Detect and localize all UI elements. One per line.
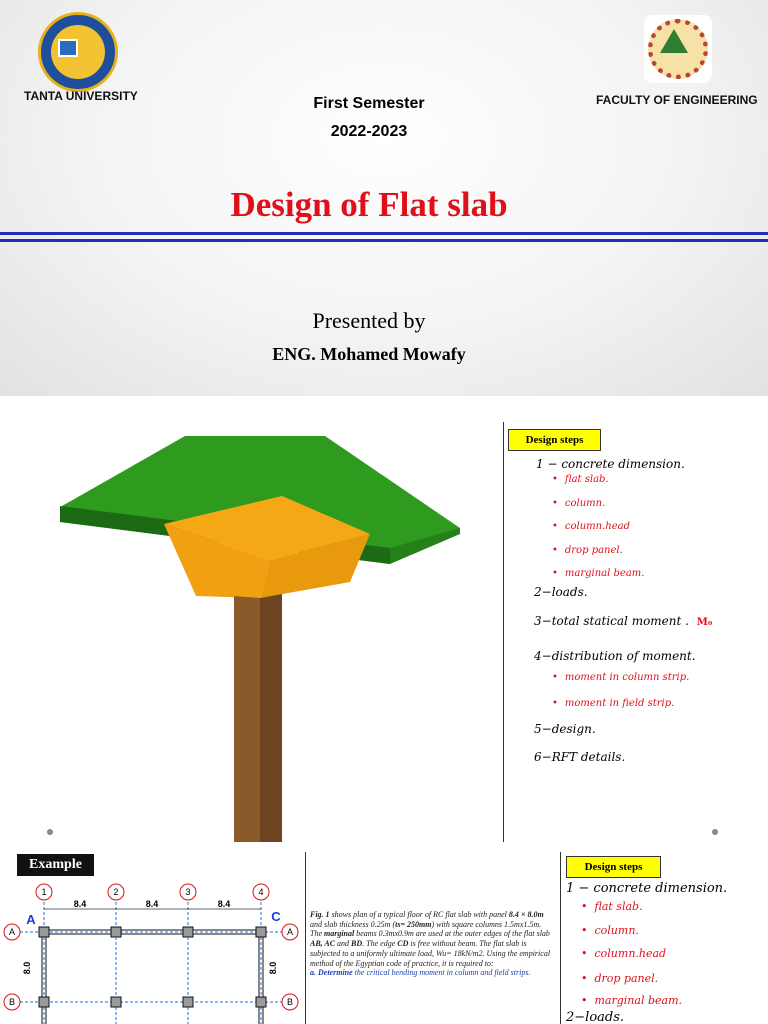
step-1-sub: • drop panel.: [581, 972, 658, 985]
text-run: and: [335, 939, 352, 949]
step-1-sub: • column.head: [552, 521, 630, 532]
text-run: CD: [397, 939, 409, 949]
tanta-university-logo-icon: [38, 12, 118, 92]
design-steps-badge: Design steps: [566, 856, 661, 878]
step-1-sub: • column.: [581, 924, 639, 937]
design-steps-badge: Design steps: [508, 429, 601, 451]
example-slide: [0, 842, 768, 1024]
step-4: 4−distribution of moment.: [534, 649, 696, 663]
step-1-sub: • column.head: [581, 947, 666, 960]
example-divider: [305, 852, 306, 1024]
span-label: 8.0: [268, 961, 278, 975]
span-label: 8.4: [217, 899, 231, 909]
text-run: a. Determine: [310, 968, 353, 978]
column: [234, 596, 260, 842]
step-2: 2−loads.: [566, 1010, 625, 1024]
text-run: shows plan of a typical floor of RC flat slab with panel: [329, 910, 509, 919]
step-3-label: 3−total statical moment .: [534, 614, 689, 628]
step-4-sub: • moment in field strip.: [552, 698, 674, 709]
step-1-sub: • column.: [552, 498, 605, 509]
step-4-sub: • moment in column strip.: [552, 672, 689, 683]
text-run: is free without beam. The flat slab is subjected to a uniformly ultimate load, Wu= 18kN/m2. Using the empirical method of the Egyptian code of practice, it is required to:: [310, 939, 551, 968]
axis-label: 3: [185, 887, 191, 897]
text-run: and slab thickness 0.25m (: [310, 919, 396, 929]
academic-year: 2022-2023: [330, 123, 408, 140]
axis-label: 1: [41, 887, 47, 897]
step-1-sub: • flat slab.: [581, 900, 643, 913]
example-problem-text: [310, 910, 555, 978]
step-1-sub: • marginal beam.: [552, 568, 644, 579]
title-slide: [0, 0, 768, 396]
semester: First Semester: [313, 95, 425, 112]
edge-label: C: [271, 909, 281, 924]
text-run: BD: [351, 939, 363, 949]
slide-marker: [47, 829, 53, 835]
slide-marker: [712, 829, 718, 835]
text-run: marginal: [324, 929, 355, 939]
span-label: 8.0: [22, 961, 32, 975]
step-3: [534, 614, 712, 628]
axis-label: B: [8, 997, 16, 1007]
span-label: 8.4: [73, 899, 87, 909]
step-1-sub: • drop panel.: [552, 545, 623, 556]
step-2: 2−loads.: [534, 585, 588, 599]
m0-symbol: M₀: [696, 617, 713, 628]
text-run: ) with square columns 1.5mx1.5m. The: [310, 919, 542, 939]
text-run: . The edge: [362, 939, 398, 949]
flat-slab-3d-model: [60, 436, 460, 842]
presentation-title: Design of Flat slab: [230, 185, 508, 224]
design-steps-slide: [0, 396, 768, 842]
example-divider: [560, 852, 561, 1024]
floor-plan-diagram: [0, 878, 305, 1024]
text-run: AB, AC: [310, 939, 336, 949]
text-run: the critical bending moment in column and field strips.: [352, 968, 531, 978]
faculty-engineering-logo-icon: [644, 15, 712, 83]
presenter-name: ENG. Mohamed Mowafy: [272, 344, 466, 364]
span-label: 8.4: [145, 899, 159, 909]
title-divider: [0, 232, 768, 235]
step-1: 1 − concrete dimension.: [536, 457, 685, 471]
text-run: beams 0.3mx0.9m are used at the outer edges of the flat slab: [354, 929, 550, 939]
title-divider: [0, 239, 768, 242]
text-run: ts= 250mm: [395, 919, 432, 929]
figure-ref: Fig. 1: [310, 910, 330, 919]
edge-label: A: [26, 912, 36, 927]
faculty-name: FACULTY OF ENGINEERING: [596, 93, 758, 107]
step-1-sub: • flat slab.: [552, 474, 609, 485]
column-divider: [503, 422, 504, 842]
step-1: 1 − concrete dimension.: [566, 881, 728, 896]
presented-by: Presented by: [312, 308, 426, 333]
step-5: 5−design.: [534, 722, 596, 736]
example-badge: Example: [17, 854, 94, 876]
axis-label: A: [286, 927, 294, 937]
axis-label: 2: [113, 887, 119, 897]
text-run: 8.4 × 8.0m: [508, 910, 544, 919]
university-name: TANTA UNIVERSITY: [24, 89, 138, 103]
step-6: 6−RFT details.: [534, 750, 626, 764]
axis-label: 4: [258, 887, 264, 897]
step-1-sub: • marginal beam.: [581, 994, 682, 1007]
axis-label: A: [8, 927, 16, 937]
axis-label: B: [286, 997, 294, 1007]
